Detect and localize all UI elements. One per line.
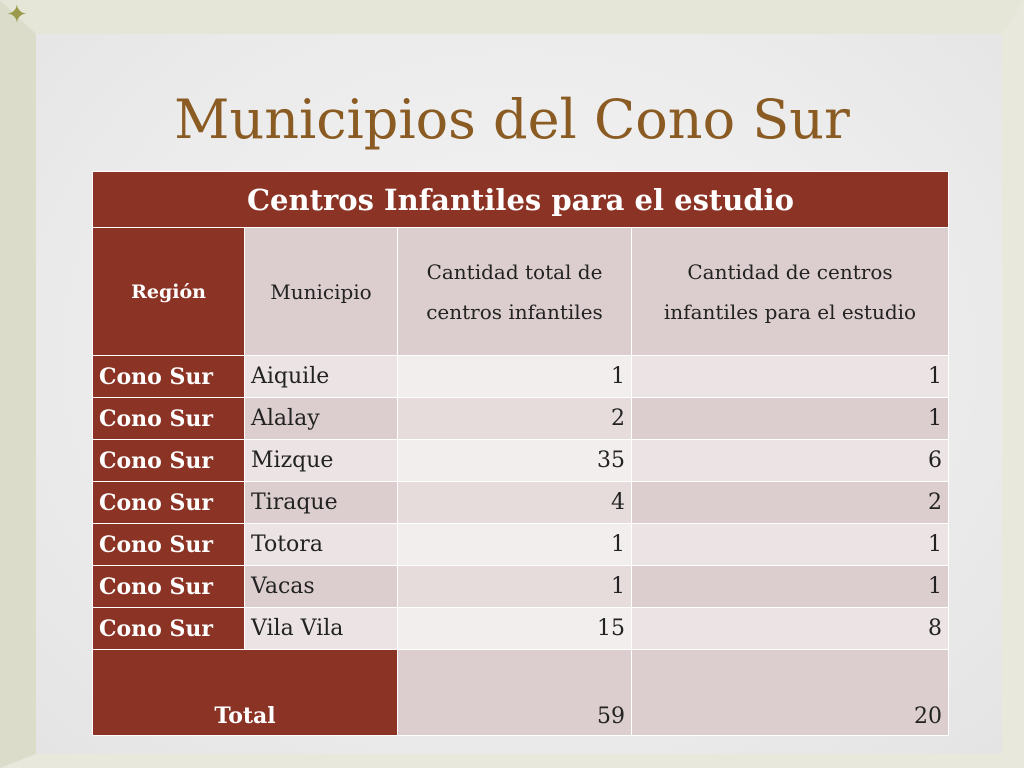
table-row bbox=[93, 440, 949, 482]
cell-municipio: Alalay bbox=[245, 398, 398, 440]
table-row bbox=[93, 482, 949, 524]
cell-region: Cono Sur bbox=[93, 524, 245, 566]
total-sum-all: 59 bbox=[398, 650, 632, 736]
total-sum-study: 20 bbox=[632, 650, 949, 736]
cell-region: Cono Sur bbox=[93, 440, 245, 482]
cell-municipio: Totora bbox=[245, 524, 398, 566]
cell-total: 15 bbox=[398, 608, 632, 650]
table-row bbox=[93, 566, 949, 608]
table-caption: Centros Infantiles para el estudio bbox=[93, 172, 949, 228]
cell-estudio: 2 bbox=[632, 482, 949, 524]
cell-total: 35 bbox=[398, 440, 632, 482]
total-label: Total bbox=[93, 650, 398, 736]
cell-municipio: Vila Vila bbox=[245, 608, 398, 650]
four-point-star-icon: ✦ bbox=[6, 0, 28, 30]
cell-estudio: 8 bbox=[632, 608, 949, 650]
cell-total: 1 bbox=[398, 524, 632, 566]
cell-municipio: Vacas bbox=[245, 566, 398, 608]
cell-region: Cono Sur bbox=[93, 356, 245, 398]
cell-municipio: Tiraque bbox=[245, 482, 398, 524]
cell-municipio: Aiquile bbox=[245, 356, 398, 398]
cell-region: Cono Sur bbox=[93, 608, 245, 650]
cell-region: Cono Sur bbox=[93, 482, 245, 524]
cell-region: Cono Sur bbox=[93, 398, 245, 440]
table-row bbox=[93, 608, 949, 650]
cell-municipio: Mizque bbox=[245, 440, 398, 482]
page-title: Municipios del Cono Sur bbox=[174, 88, 850, 151]
header-municipio: Municipio bbox=[245, 228, 398, 356]
cell-region: Cono Sur bbox=[93, 566, 245, 608]
cell-estudio: 1 bbox=[632, 356, 949, 398]
table-row bbox=[93, 356, 949, 398]
table-row bbox=[93, 398, 949, 440]
cell-estudio: 1 bbox=[632, 398, 949, 440]
cell-total: 1 bbox=[398, 566, 632, 608]
cell-estudio: 1 bbox=[632, 566, 949, 608]
data-table bbox=[92, 171, 949, 736]
header-estudio: Cantidad de centros infantiles para el estudio bbox=[632, 228, 949, 356]
header-total: Cantidad total de centros infantiles bbox=[398, 228, 632, 356]
cell-total: 2 bbox=[398, 398, 632, 440]
cell-estudio: 6 bbox=[632, 440, 949, 482]
header-region: Región bbox=[93, 228, 245, 356]
table-row bbox=[93, 524, 949, 566]
cell-total: 1 bbox=[398, 356, 632, 398]
cell-estudio: 1 bbox=[632, 524, 949, 566]
cell-total: 4 bbox=[398, 482, 632, 524]
